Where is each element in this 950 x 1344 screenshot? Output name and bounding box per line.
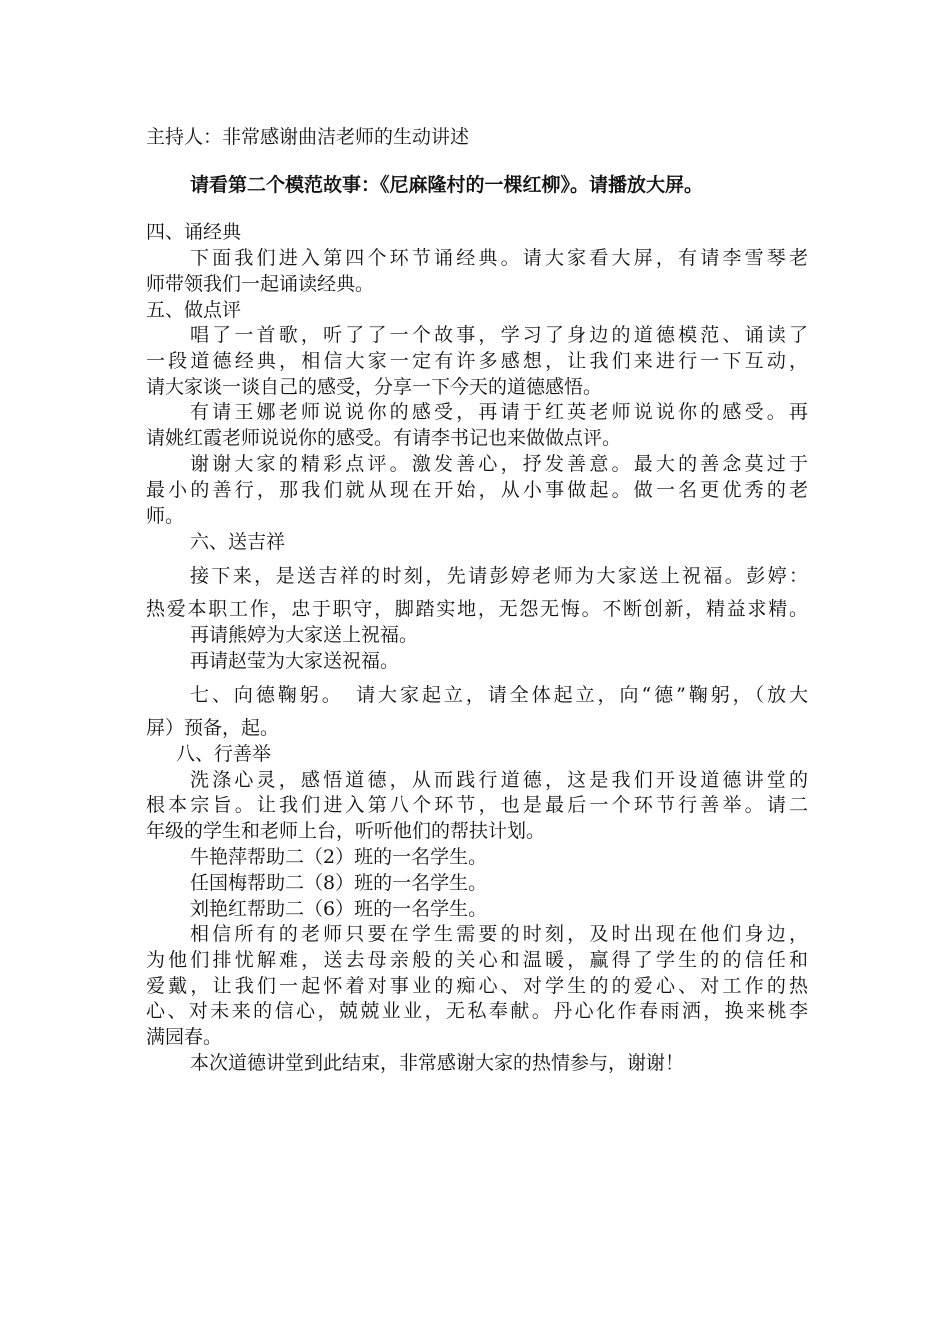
list-item: 刘艳红帮助二（6）班的一名学生。 (190, 898, 488, 920)
paragraph-line: 请大家谈一谈自己的感受，分享一下今天的道德感悟。 (146, 376, 603, 398)
paragraph-line: 屏）预备，起。 (146, 717, 280, 739)
paragraph-line: 相信所有的老师只要在学生需要的时刻，及时出现在他们身边， (190, 923, 808, 945)
section-heading-5: 五、做点评 (146, 299, 242, 321)
paragraph-line: 心、对未来的信心，兢兢业业，无私奉献。丹心化作春雨洒，换来桃李 (146, 1000, 808, 1022)
paragraph-line: 年级的学生和老师上台，听听他们的帮扶计划。 (146, 820, 546, 842)
paragraph-line: 再请赵莹为大家送祝福。 (190, 650, 400, 672)
paragraph-line: 再请熊婷为大家送上祝福。 (190, 624, 419, 646)
paragraph-line: 根本宗旨。让我们进入第八个环节，也是最后一个环节行善举。请二 (146, 794, 808, 816)
paragraph-line: 洗涤心灵，感悟道德，从而践行道德，这是我们开设道德讲堂的 (190, 769, 808, 791)
paragraph-line: 爱戴，让我们一起怀着对事业的痴心、对学生的的爱心、对工作的热 (146, 975, 808, 997)
paragraph-line: 热爱本职工作，忠于职守，脚踏实地，无怨无悔。不断创新，精益求精。 (146, 598, 808, 620)
paragraph-line: 下面我们进入第四个环节诵经典。请大家看大屏，有请李雪琴老 (190, 247, 808, 269)
paragraph-line: 师。 (146, 505, 185, 527)
host-line: 主持人：非常感谢曲洁老师的生动讲述 (146, 126, 470, 148)
paragraph-line: 最小的善行，那我们就从现在开始，从小事做起。做一名更优秀的老 (146, 479, 808, 501)
paragraph-line: 唱了一首歌，听了了一个故事，学习了身边的道德模范、诵读了 (190, 324, 808, 346)
paragraph-line: 师带领我们一起诵读经典。 (146, 273, 375, 295)
paragraph-line: 一段道德经典，相信大家一定有许多感想，让我们来进行一下互动， (146, 350, 808, 372)
section-heading-7: 七、向德鞠躬。 请大家起立，请全体起立，向“德”鞠躬，（放大 (190, 684, 808, 706)
paragraph-line: 为他们排忧解难，送去母亲般的关心和温暖，赢得了学生的的信任和 (146, 949, 808, 971)
section-heading-8: 八、行善举 (176, 743, 272, 765)
list-item: 牛艳萍帮助二（2）班的一名学生。 (190, 846, 488, 868)
list-item: 任国梅帮助二（8）班的一名学生。 (190, 872, 488, 894)
section-heading-4: 四、诵经典 (146, 221, 242, 243)
paragraph-line: 有请王娜老师说说你的感受，再请于红英老师说说你的感受。再 (190, 401, 808, 423)
section-heading-6: 六、送吉祥 (190, 531, 286, 553)
paragraph-line: 请姚红霞老师说说你的感受。有请李书记也来做做点评。 (146, 427, 622, 449)
paragraph-line: 满园春。 (146, 1026, 223, 1048)
paragraph-line: 谢谢大家的精彩点评。激发善心，抒发善意。最大的善念莫过于 (190, 453, 808, 475)
paragraph-line: 接下来，是送吉祥的时刻，先请彭婷老师为大家送上祝福。彭婷： (190, 565, 808, 587)
closing-line: 本次道德讲堂到此结束，非常感谢大家的热情参与，谢谢！ (190, 1052, 685, 1074)
story-announcement: 请看第二个模范故事：《尼麻隆村的一棵红柳》。请播放大屏。 (190, 174, 704, 196)
